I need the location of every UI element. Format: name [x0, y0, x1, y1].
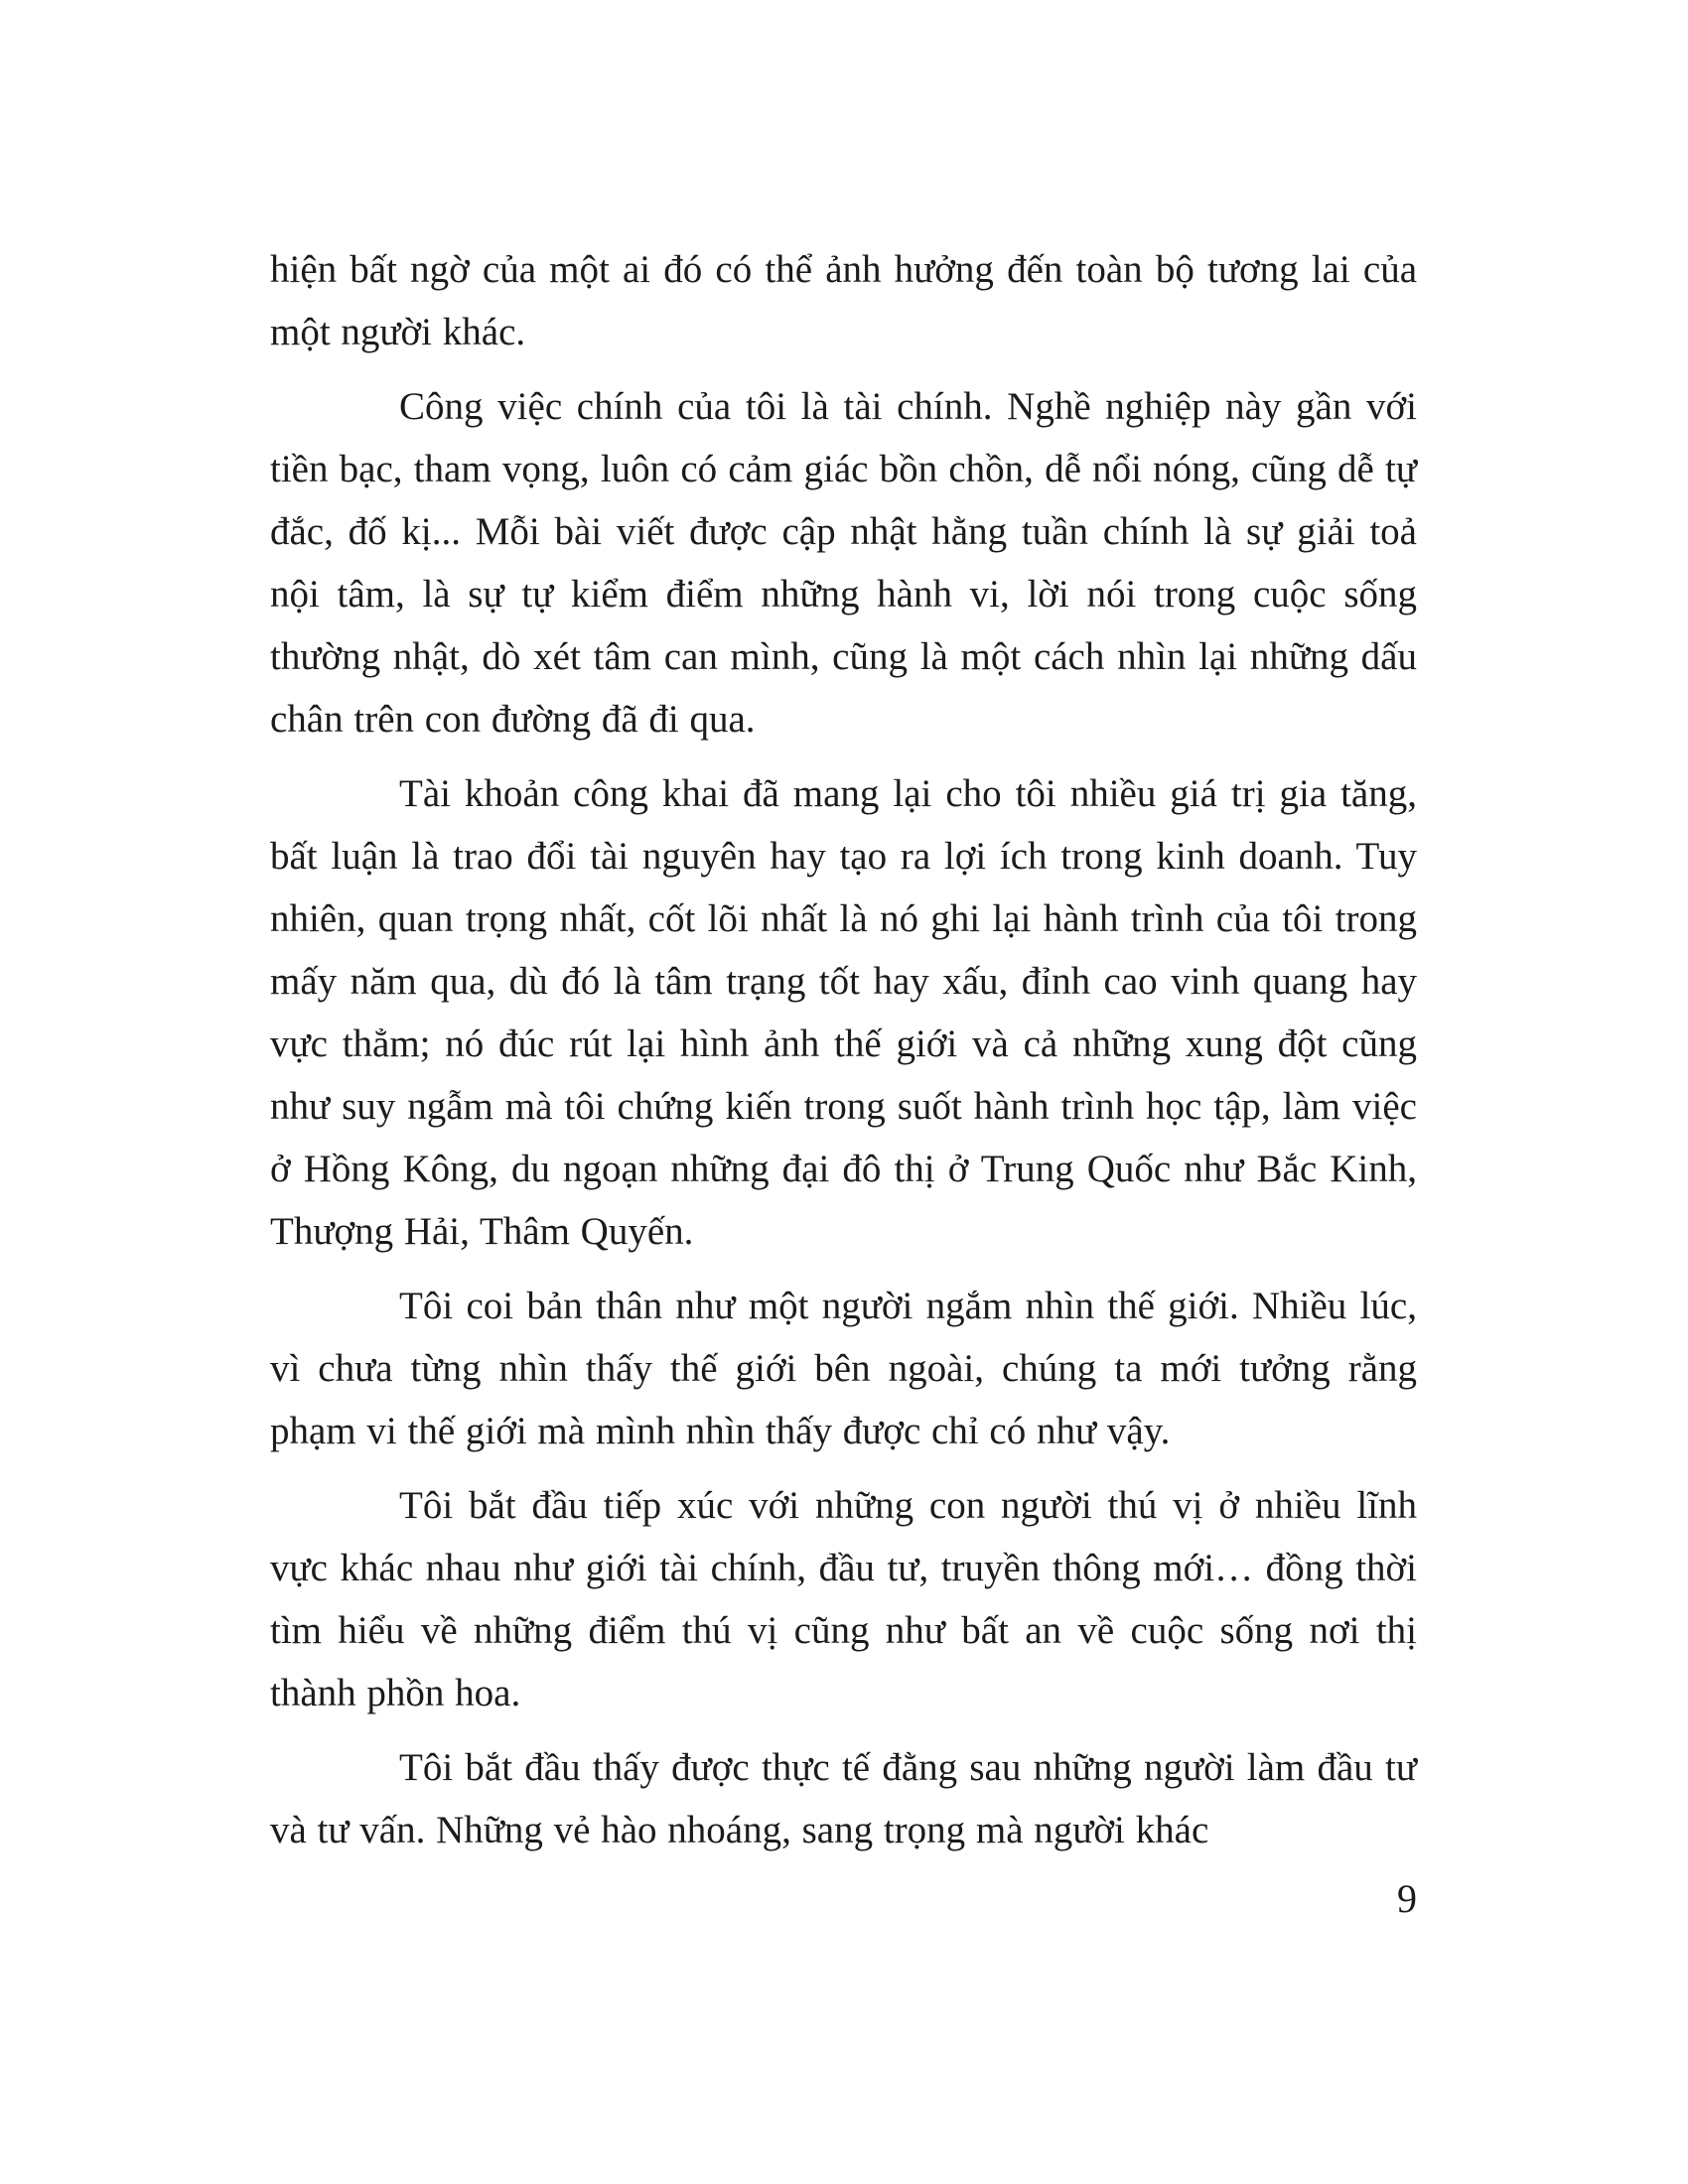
page-number: 9	[1397, 1876, 1417, 1921]
paragraph: Tôi bắt đầu thấy được thực tế đằng sau những người làm đầu tư và tư vấn. Những vẻ hào nhoáng, sang trọng mà người khác	[270, 1746, 1417, 1851]
paragraph: Tôi coi bản thân như một người ngắm nhìn thế giới. Nhiều lúc, vì chưa từng nhìn thấy thế giới bên ngoài, chúng ta mới tưởng rằng phạm vi thế giới mà mình nhìn thấy được chỉ có như vậy.	[270, 1285, 1417, 1452]
paragraph: Tài khoản công khai đã mang lại cho tôi nhiều giá trị gia tăng, bất luận là trao đổi tài nguyên hay tạo ra lợi ích trong kinh doanh. Tuy nhiên, quan trọng nhất, cốt lõi nhất là nó ghi lại hành trình của tôi trong mấy năm qua, dù đó là tâm trạng tốt hay xấu, đỉnh cao vinh quang hay vực thẳm; nó đúc rút lại hình ảnh thế giới và cả những xung đột cũng như suy ngẫm mà tôi chứng kiến trong suốt hành trình học tập, làm việc ở Hồng Kông, du ngoạn những đại đô thị ở Trung Quốc như Bắc Kinh, Thượng Hải, Thâm Quyến.	[270, 772, 1417, 1253]
page-text	[270, 238, 1417, 1873]
paragraph: Công việc chính của tôi là tài chính. Nghề nghiệp này gần với tiền bạc, tham vọng, luôn có cảm giác bồn chồn, dễ nổi nóng, cũng dễ tự đắc, đố kị... Mỗi bài viết được cập nhật hằng tuần chính là sự giải toả nội tâm, là sự tự kiểm điểm những hành vi, lời nói trong cuộc sống thường nhật, dò xét tâm can mình, cũng là một cách nhìn lại những dấu chân trên con đường đã đi qua.	[270, 385, 1417, 741]
paragraph: hiện bất ngờ của một ai đó có thể ảnh hưởng đến toàn bộ tương lai của một người khác.	[270, 248, 1417, 353]
paragraph: Tôi bắt đầu tiếp xúc với những con người thú vị ở nhiều lĩnh vực khác nhau như giới tài chính, đầu tư, truyền thông mới… đồng thời tìm hiểu về những điểm thú vị cũng như bất an về cuộc sống nơi thị thành phồn hoa.	[270, 1484, 1417, 1714]
